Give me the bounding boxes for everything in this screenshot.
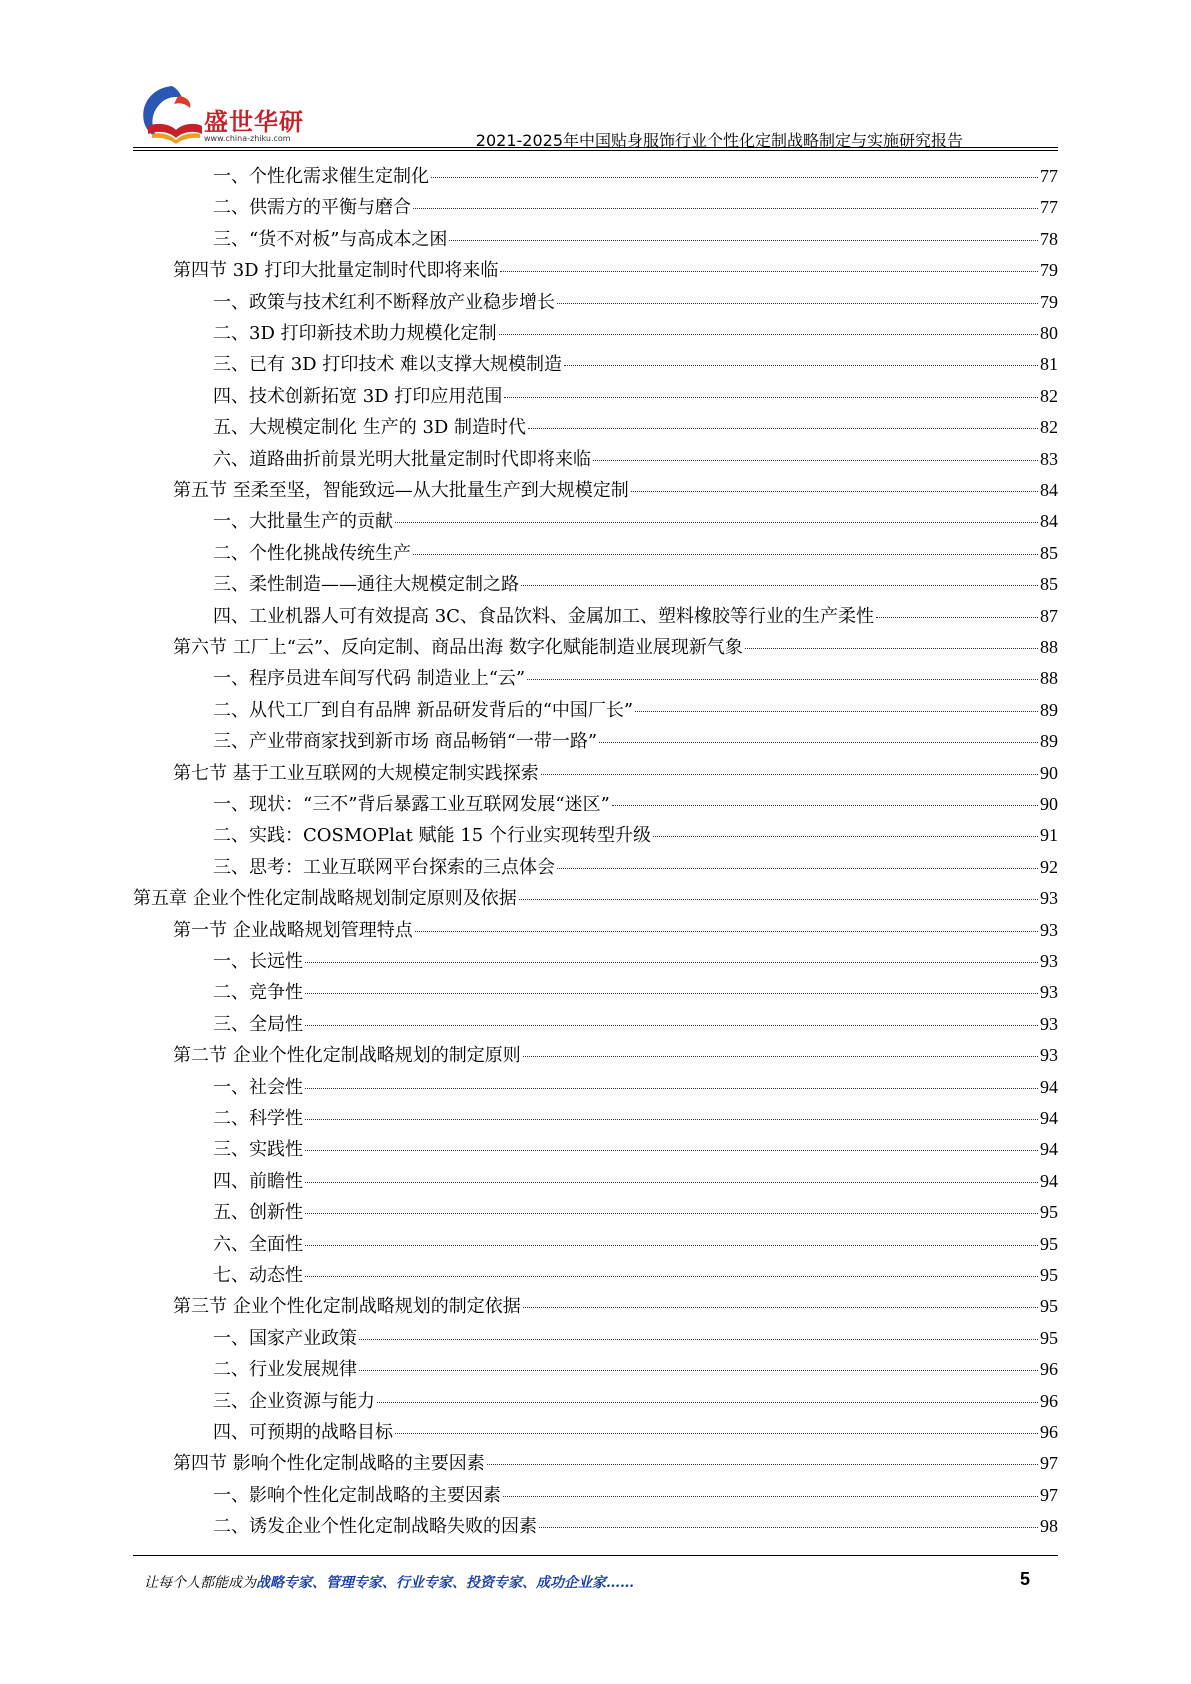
toc-leader-dots [557,303,1038,304]
toc-entry[interactable] [213,1388,1058,1419]
toc-entry[interactable] [213,163,1058,194]
toc-leader-dots [564,365,1038,366]
toc-entry-page: 90 [1040,794,1058,814]
toc-entry-title: 一、影响个性化定制战略的主要因素 [213,1484,501,1506]
toc-entry[interactable] [213,571,1058,602]
report-title: 2021-2025年中国贴身服饰行业个性化定制战略制定与实施研究报告 [475,131,963,150]
toc-leader-dots [503,1496,1038,1497]
toc-entry-title: 四、可预期的战略目标 [213,1422,393,1443]
toc-entry-title: 四、工业机器人可有效提高 3C、食品饮料、金属加工、塑料橡胶等行业的生产柔性 [213,605,874,627]
toc-entry-page: 93 [1040,982,1058,1003]
toc-leader-dots [305,1182,1038,1183]
toc-entry-page: 96 [1040,1359,1058,1380]
toc-leader-dots [876,617,1038,618]
toc-leader-dots [504,397,1038,398]
logo-url: www.china-zhiku.com [204,134,291,143]
footer-slogan-highlight: 战略专家、管理专家、行业专家、投资专家、成功企业家…… [256,1575,634,1591]
toc-entry-title: 一、大批量生产的贡献 [213,511,393,533]
toc-leader-dots [487,1464,1038,1465]
toc-entry[interactable] [213,1356,1058,1387]
toc-entry-page: 96 [1040,1390,1058,1411]
toc-entry[interactable] [213,1262,1058,1293]
toc-entry-title: 一、程序员进车间写代码 制造业上“云” [213,668,526,690]
toc-entry-title: 七、动态性 [213,1265,303,1286]
toc-leader-dots [593,460,1038,461]
toc-entry-page: 88 [1040,668,1058,689]
toc-leader-dots [305,1025,1038,1026]
toc-entry-page: 84 [1040,511,1058,532]
toc-entry-title: 三、产业带商家找到新市场 商品畅销“一带一路” [213,731,598,753]
toc-leader-dots [305,962,1038,963]
toc-entry-title: 三、“货不对板”与高成本之困 [213,228,448,250]
toc-leader-dots [499,334,1038,335]
toc-leader-dots [599,742,1038,743]
toc-entry-title: 二、科学性 [213,1108,303,1129]
toc-entry-title: 二、从代工厂到自有品牌 新品研发背后的“中国厂长” [213,699,634,721]
toc-entry-page: 79 [1040,291,1058,312]
toc-entry[interactable] [213,1011,1058,1042]
page-number: 5 [1020,1569,1031,1589]
toc-entry[interactable] [213,791,1058,822]
toc-entry-page: 78 [1040,228,1058,249]
toc-entry-page: 95 [1040,1233,1058,1254]
toc-leader-dots [395,1433,1038,1434]
toc-entry-title: 六、道路曲折前景光明大批量定制时代即将来临 [213,448,591,470]
toc-entry-title: 一、长远性 [213,951,303,972]
toc-entry-page: 95 [1040,1327,1058,1348]
toc-entry-page: 90 [1040,762,1058,783]
toc-entry-title: 三、全局性 [213,1013,303,1035]
toc-entry[interactable] [173,760,1058,791]
toc-entry-title: 第五章 企业个性化定制战略规划制定原则及依据 [133,888,517,910]
toc-entry-page: 88 [1040,637,1058,657]
toc-leader-dots [539,1527,1038,1528]
toc-leader-dots [527,679,1038,680]
toc-entry-page: 93 [1040,1045,1058,1066]
page-header [0,0,1191,150]
logo-text: 盛世华研 [204,108,304,136]
toc-entry[interactable] [213,1419,1058,1450]
toc-entry-title: 第六节 工厂上“云”、反向定制、商品出海 数字化赋能制造业展现新气象 [173,637,743,658]
toc-entry-page: 96 [1040,1422,1058,1442]
header-divider [133,147,1058,148]
toc-entry-page: 95 [1040,1202,1058,1223]
toc-leader-dots [528,428,1038,429]
toc-leader-dots [612,805,1038,806]
company-logo [138,82,308,152]
toc-leader-dots [631,491,1038,492]
toc-entry-title: 三、企业资源与能力 [213,1390,375,1412]
toc-entry-page: 80 [1040,323,1058,343]
toc-entry-title: 一、个性化需求催生定制化 [213,166,429,187]
toc-entry[interactable] [213,854,1058,885]
toc-entry-title: 二、竞争性 [213,982,303,1004]
toc-entry[interactable] [213,822,1058,853]
toc-leader-dots [653,836,1038,837]
toc-leader-dots [413,554,1038,555]
toc-entry-title: 四、前瞻性 [213,1170,303,1192]
toc-entry[interactable] [173,257,1058,288]
toc-entry-title: 三、已有 3D 打印技术 难以支撑大规模制造 [213,354,563,376]
toc-entry-page: 77 [1040,197,1058,218]
toc-entry-title: 三、实践性 [213,1139,303,1161]
toc-entry-title: 一、国家产业政策 [213,1327,357,1349]
toc-entry-page: 77 [1040,166,1058,186]
toc-entry-page: 79 [1040,260,1058,281]
toc-leader-dots [305,1276,1038,1277]
toc-entry[interactable] [173,1042,1058,1073]
toc-leader-dots [523,1056,1038,1057]
toc-entry-title: 二、实践：COSMOPlat 赋能 15 个行业实现转型升级 [213,825,651,847]
toc-entry-title: 二、供需方的平衡与磨合 [213,197,411,219]
toc-leader-dots [359,1370,1038,1371]
toc-leader-dots [449,240,1038,241]
toc-entry[interactable] [213,1074,1058,1105]
toc-leader-dots [305,1245,1038,1246]
toc-entry-title: 第二节 企业个性化定制战略规划的制定原则 [173,1045,521,1067]
toc-entry[interactable] [213,1136,1058,1167]
toc-entry-title: 一、现状：“三不”背后暴露工业互联网发展“迷区” [213,794,610,815]
toc-entry-title: 二、3D 打印新技术助力规模化定制 [213,323,497,344]
toc-entry-page: 89 [1040,731,1058,752]
toc-entry-page: 97 [1040,1484,1058,1505]
toc-entry[interactable] [213,446,1058,477]
toc-entry-page: 98 [1040,1516,1058,1537]
toc-leader-dots [395,522,1038,523]
toc-entry-title: 二、行业发展规律 [213,1359,357,1381]
toc-entry-title: 三、柔性制造——通往大规模定制之路 [213,574,519,596]
toc-entry-page: 94 [1040,1076,1058,1097]
footer-slogan-prefix: 让每个人都能成为 [144,1575,256,1591]
toc-entry[interactable] [213,289,1058,320]
toc-entry[interactable] [213,948,1058,979]
toc-leader-dots [377,1402,1038,1403]
toc-leader-dots [521,585,1038,586]
toc-entry-title: 二、个性化挑战传统生产 [213,542,411,564]
toc-leader-dots [500,271,1038,272]
toc-entry[interactable] [213,226,1058,257]
toc-entry-title: 第三节 企业个性化定制战略规划的制定依据 [173,1296,521,1318]
toc-entry-page: 84 [1040,480,1058,500]
toc-leader-dots [635,711,1038,712]
toc-entry-page: 89 [1040,699,1058,720]
toc-entry-page: 94 [1040,1139,1058,1160]
toc-entry[interactable] [213,665,1058,696]
footer-slogan [144,1572,634,1592]
toc-entry-page: 87 [1040,605,1058,626]
toc-entry-page: 93 [1040,888,1058,909]
toc-entry-title: 五、创新性 [213,1202,303,1224]
toc-entry-page: 82 [1040,385,1058,406]
toc-entry[interactable] [213,1325,1058,1356]
toc-leader-dots [745,648,1038,649]
toc-entry[interactable] [173,917,1058,948]
toc-leader-dots [523,1307,1038,1308]
toc-entry[interactable] [213,1105,1058,1136]
toc-entry-page: 82 [1040,417,1058,438]
toc-entry-page: 85 [1040,542,1058,563]
toc-entry-page: 93 [1040,951,1058,971]
toc-entry-page: 93 [1040,1013,1058,1034]
toc-entry[interactable] [213,1513,1058,1544]
toc-leader-dots [305,993,1038,994]
logo-emblem-icon [138,82,204,148]
toc-leader-dots [415,931,1038,932]
toc-leader-dots [557,868,1038,869]
toc-entry-title: 第五节 至柔至坚，智能致远—从大批量生产到大规模定制 [173,480,629,501]
toc-entry-page: 95 [1040,1265,1058,1285]
toc-entry[interactable] [213,320,1058,351]
toc-entry-title: 第七节 基于工业互联网的大规模定制实践探索 [173,762,539,784]
toc-leader-dots [541,774,1038,775]
toc-leader-dots [305,1088,1038,1089]
toc-entry[interactable] [213,697,1058,728]
toc-entry-page: 81 [1040,354,1058,375]
toc-entry-page: 83 [1040,448,1058,469]
toc-entry-title: 第四节 3D 打印大批量定制时代即将来临 [173,260,499,282]
toc-entry[interactable] [213,979,1058,1010]
toc-entry[interactable] [213,508,1058,539]
toc-leader-dots [359,1339,1038,1340]
toc-entry-title: 一、政策与技术红利不断释放产业稳步增长 [213,291,555,313]
toc-entry[interactable] [173,1293,1058,1324]
toc-entry[interactable] [213,1231,1058,1262]
toc-entry[interactable] [173,1450,1058,1481]
toc-entry[interactable] [213,540,1058,571]
toc-entry-title: 第一节 企业战略规划管理特点 [173,919,413,941]
toc-entry-title: 一、社会性 [213,1076,303,1098]
toc-entry-title: 四、技术创新拓宽 3D 打印应用范围 [213,385,503,407]
toc-entry[interactable] [133,885,1058,916]
toc-entry-title: 五、大规模定制化 生产的 3D 制造时代 [213,417,527,439]
toc-entry[interactable] [173,634,1058,665]
toc-entry-title: 二、诱发企业个性化定制战略失败的因素 [213,1516,537,1538]
toc-entry-page: 92 [1040,856,1058,877]
toc-entry-page: 93 [1040,919,1058,940]
toc-leader-dots [305,1119,1038,1120]
toc-entry[interactable] [213,603,1058,634]
toc-entry-title: 三、思考：工业互联网平台探索的三点体会 [213,856,555,878]
toc-entry-page: 85 [1040,574,1058,595]
toc-entry-title: 第四节 影响个性化定制战略的主要因素 [173,1453,485,1475]
toc-entry[interactable] [173,477,1058,508]
toc-entry[interactable] [213,1199,1058,1230]
toc-leader-dots [431,177,1038,178]
toc-leader-dots [413,208,1038,209]
toc-entry-page: 95 [1040,1296,1058,1317]
toc-entry[interactable] [213,414,1058,445]
toc-entry[interactable] [213,1168,1058,1199]
toc-entry[interactable] [213,351,1058,382]
toc-entry[interactable] [213,194,1058,225]
toc-leader-dots [519,899,1038,900]
toc-entry[interactable] [213,383,1058,414]
toc-entry-page: 94 [1040,1108,1058,1128]
toc-leader-dots [305,1213,1038,1214]
header-divider-thin [133,150,1058,151]
toc-entry[interactable] [213,728,1058,759]
footer-divider [133,1555,1058,1556]
toc-entry[interactable] [213,1482,1058,1513]
toc-entry-title: 六、全面性 [213,1233,303,1255]
toc-entry-page: 97 [1040,1453,1058,1474]
toc-entry-page: 91 [1040,825,1058,846]
toc-entry-page: 94 [1040,1170,1058,1191]
toc-leader-dots [305,1150,1038,1151]
